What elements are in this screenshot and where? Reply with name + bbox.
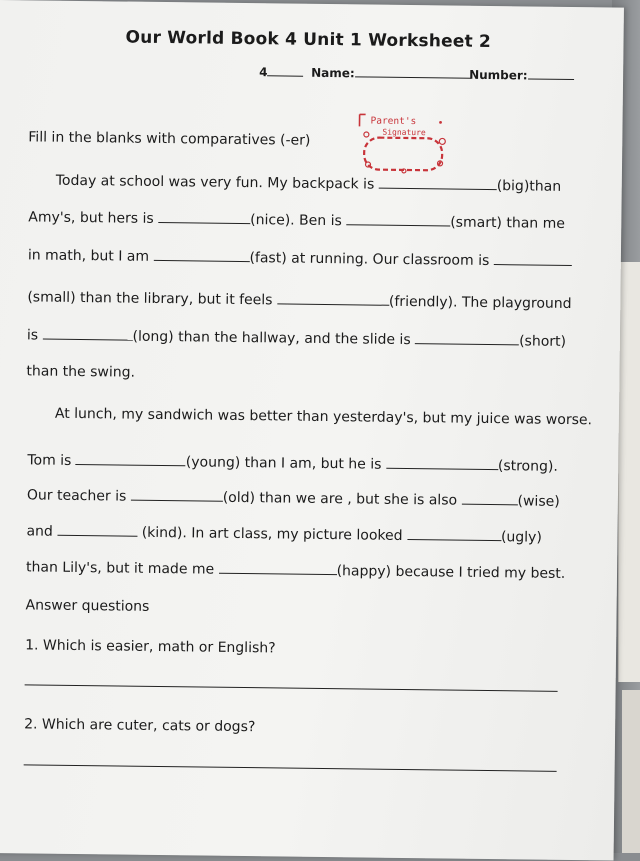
- p2-line5-text: than Lily's, but it made me: [25, 559, 215, 578]
- section2-heading: Answer questions: [25, 597, 150, 615]
- name-blank[interactable]: [355, 75, 471, 78]
- blank-big[interactable]: [379, 187, 497, 190]
- p2-line5-hint: (happy) because I tried my best.: [336, 563, 566, 582]
- p2-line1: At lunch, my sandwich was better than yesterday's, but my juice was worse.: [54, 405, 593, 429]
- p2-line3-text: Our teacher is: [26, 487, 127, 505]
- p1-line2: [28, 209, 565, 232]
- worksheet-title: Our World Book 4 Unit 1 Worksheet 2: [125, 27, 492, 53]
- p2-line4-hint: (ugly): [500, 529, 542, 546]
- question-2-number: 2.: [24, 716, 38, 733]
- p2-line4-text: and: [26, 523, 53, 540]
- blank-nice[interactable]: [158, 221, 250, 224]
- p1-line4-text: (small) than the library, but it feels: [27, 289, 273, 309]
- question-1-number: 1.: [25, 637, 39, 654]
- p1-line5: [27, 327, 566, 350]
- question-1-text: Which is easier, math or English?: [42, 637, 276, 657]
- number-label: Number:: [469, 67, 528, 83]
- p1-line2-mid: (nice). Ben is: [250, 212, 342, 230]
- number-field[interactable]: [469, 68, 574, 83]
- blank-fast[interactable]: [153, 259, 249, 262]
- background-paper-edge-lower: [622, 690, 640, 853]
- blank-young[interactable]: [76, 463, 186, 466]
- class-value: 4: [259, 65, 268, 80]
- question-1: [25, 637, 276, 656]
- stamp-line1: Parent's: [370, 115, 417, 128]
- number-blank[interactable]: [528, 77, 574, 80]
- p2-line5: [26, 559, 565, 582]
- p2-line3-mid: (old) than we are , but she is also: [222, 489, 458, 509]
- question-2: [24, 716, 255, 735]
- p1-line1-text: Today at school was very fun. My backpack is: [55, 172, 375, 193]
- p2-line4-mid: (kind). In art class, my picture looked: [141, 524, 403, 544]
- section1-heading: Fill in the blanks with comparatives (-er): [28, 129, 311, 149]
- blank-small[interactable]: [494, 263, 572, 266]
- p2-line2-text: Tom is: [27, 452, 72, 469]
- p1-line2-hint: (smart) than me: [450, 214, 566, 232]
- p2-line4: [26, 523, 542, 545]
- background-paper-edge: [618, 262, 640, 682]
- class-field[interactable]: [259, 65, 304, 80]
- name-field[interactable]: [311, 66, 471, 82]
- p1-line4-hint: (friendly). The playground: [388, 293, 572, 313]
- blank-kind[interactable]: [57, 534, 137, 537]
- p1-line5-mid: (long) than the hallway, and the slide is: [132, 328, 411, 349]
- blank-short[interactable]: [415, 342, 519, 345]
- class-blank[interactable]: [267, 74, 303, 76]
- blank-happy[interactable]: [219, 572, 337, 575]
- p1-line3-text: in math, but I am: [27, 247, 150, 265]
- blank-ugly[interactable]: [407, 538, 501, 541]
- name-label: Name:: [311, 65, 355, 81]
- blank-long[interactable]: [42, 338, 132, 341]
- p1-line1: [56, 173, 562, 195]
- blank-wise[interactable]: [462, 503, 518, 506]
- p1-line5-text: is: [26, 327, 39, 344]
- answer-line-1[interactable]: [25, 684, 558, 692]
- answer-line-2[interactable]: [24, 764, 557, 772]
- p1-line6: than the swing.: [26, 363, 136, 381]
- p2-line2-hint: (strong).: [497, 458, 558, 475]
- parent-signature-stamp: [356, 112, 453, 175]
- p2-line3-hint: (wise): [517, 493, 560, 510]
- p1-line5-hint: (short): [519, 333, 567, 350]
- blank-smart[interactable]: [346, 223, 450, 226]
- p1-line4: [27, 289, 571, 312]
- p1-line3-mid: (fast) at running. Our classroom is: [249, 250, 490, 269]
- p1-line1-hint: (big)than: [496, 178, 562, 195]
- p2-line3: [27, 487, 560, 510]
- stamp-line2: Signature: [382, 127, 426, 138]
- p2-line2-mid: (young) than I am, but he is: [185, 454, 382, 473]
- question-2-text: Which are cuter, cats or dogs?: [41, 716, 256, 736]
- blank-strong[interactable]: [386, 467, 498, 470]
- blank-friendly[interactable]: [277, 302, 389, 305]
- p2-line2: [27, 452, 558, 474]
- blank-old[interactable]: [131, 499, 223, 502]
- p1-line3: [28, 247, 572, 270]
- p1-line2-text: Amy's, but hers is: [28, 209, 154, 227]
